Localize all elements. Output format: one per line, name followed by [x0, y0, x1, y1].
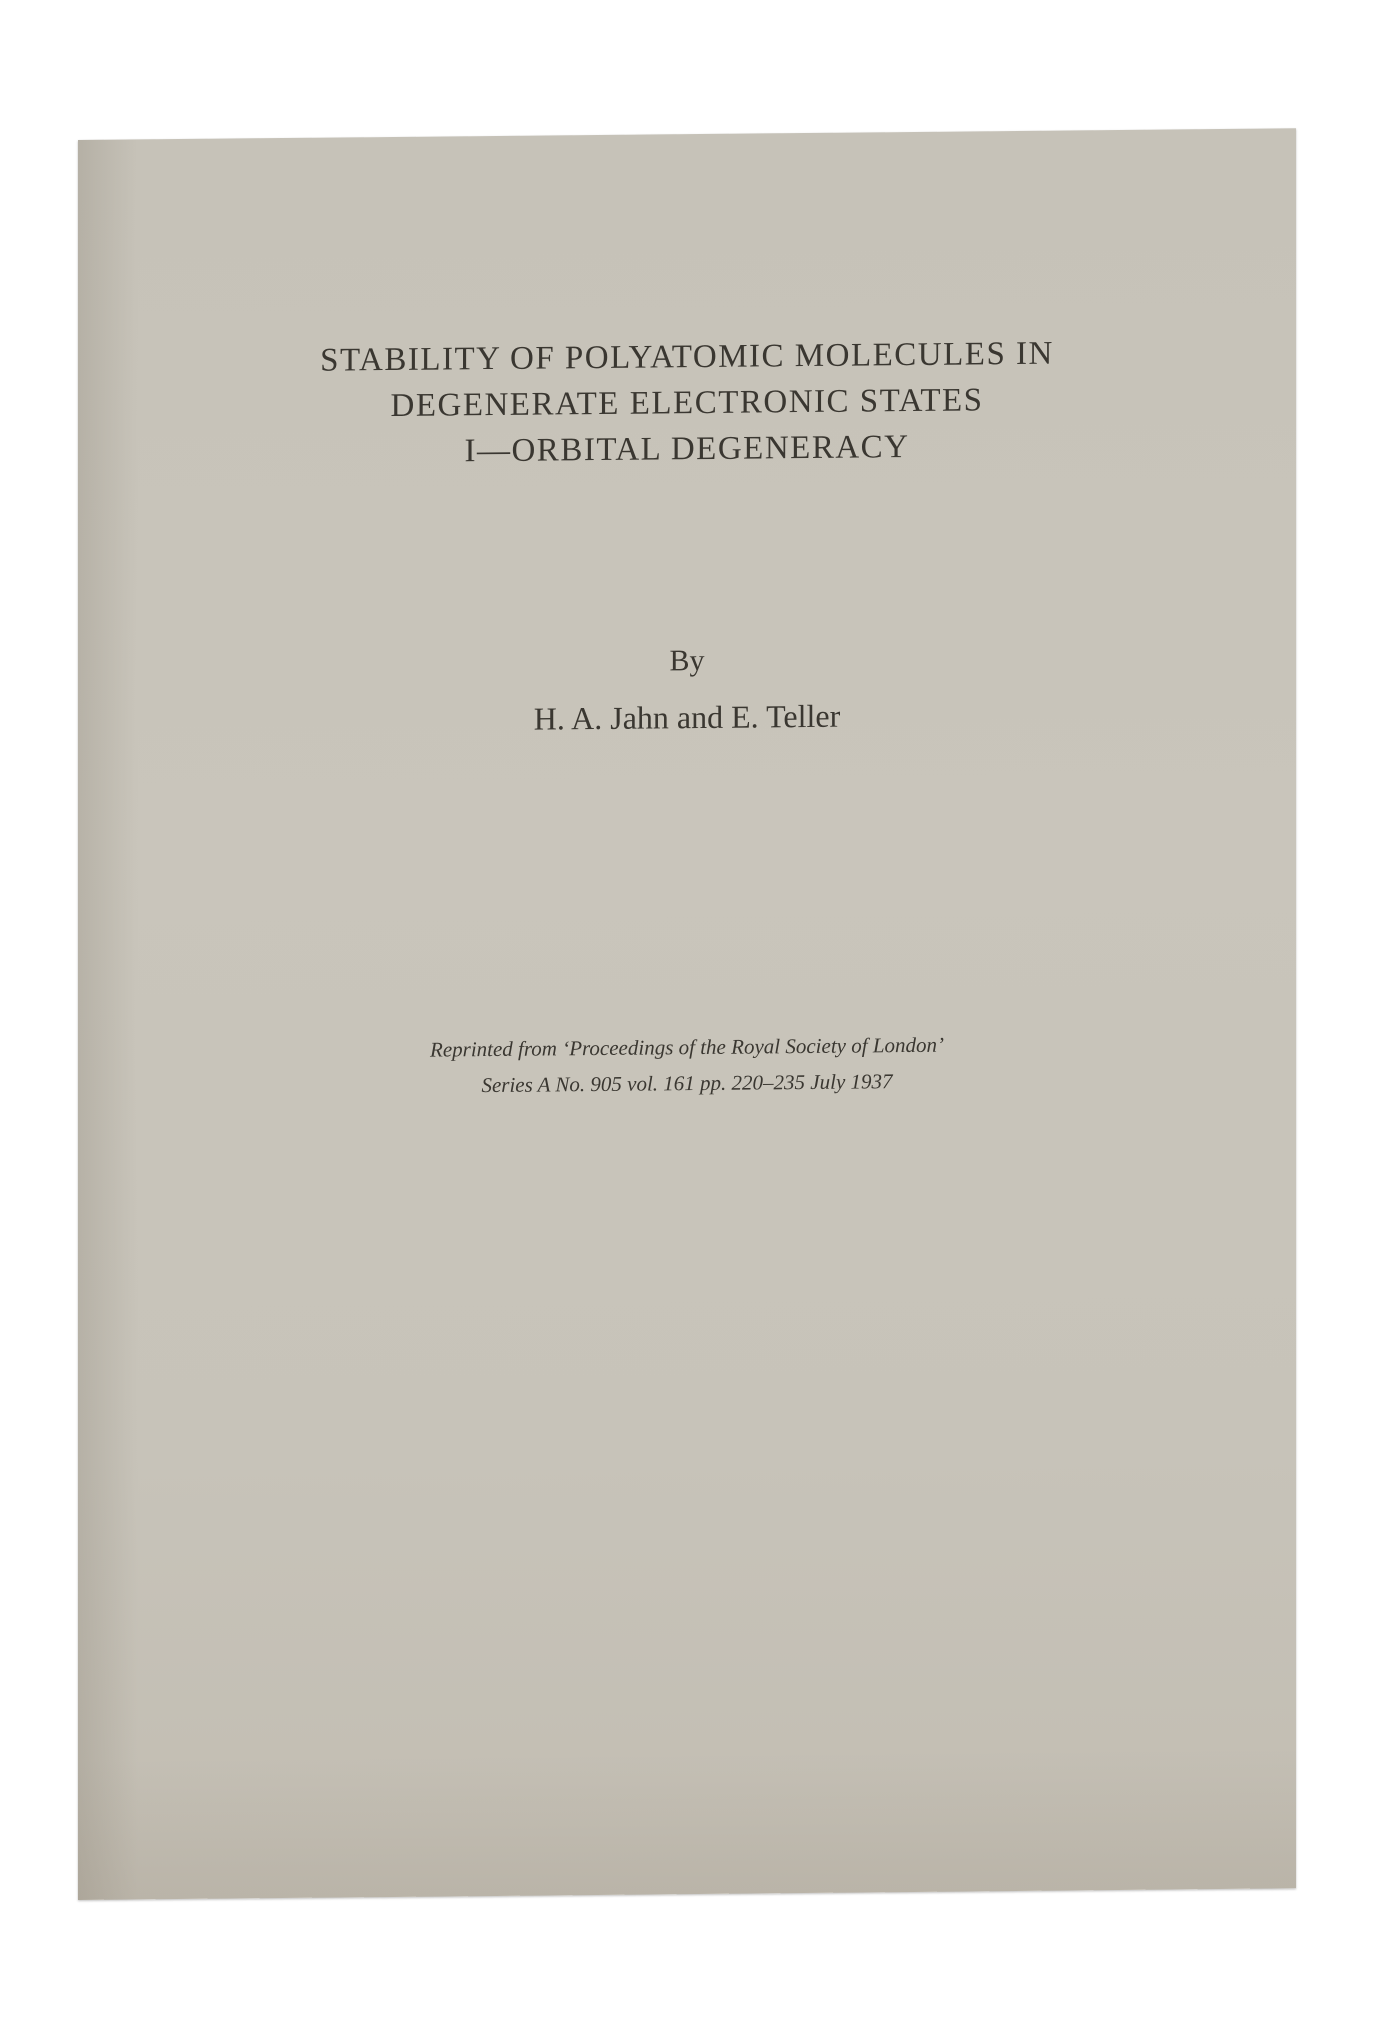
- by-label: By: [669, 643, 705, 678]
- reprint-line-1: Reprinted from ‘Proceedings of the Royal Society of London’: [430, 1032, 944, 1062]
- title-line-1: STABILITY OF POLYATOMIC MOLECULES IN: [320, 335, 1054, 379]
- title-block: [78, 328, 1296, 478]
- reprint-line-2: Series A No. 905 vol. 161 pp. 220–235 July 1937: [481, 1069, 893, 1098]
- authors: H. A. Jahn and E. Teller: [533, 697, 841, 737]
- title-line-3: I—ORBITAL DEGENERACY: [464, 429, 910, 470]
- offprint-cover: [78, 128, 1296, 1900]
- title-line-2: DEGENERATE ELECTRONIC STATES: [390, 382, 984, 425]
- reprint-note: [78, 1023, 1296, 1107]
